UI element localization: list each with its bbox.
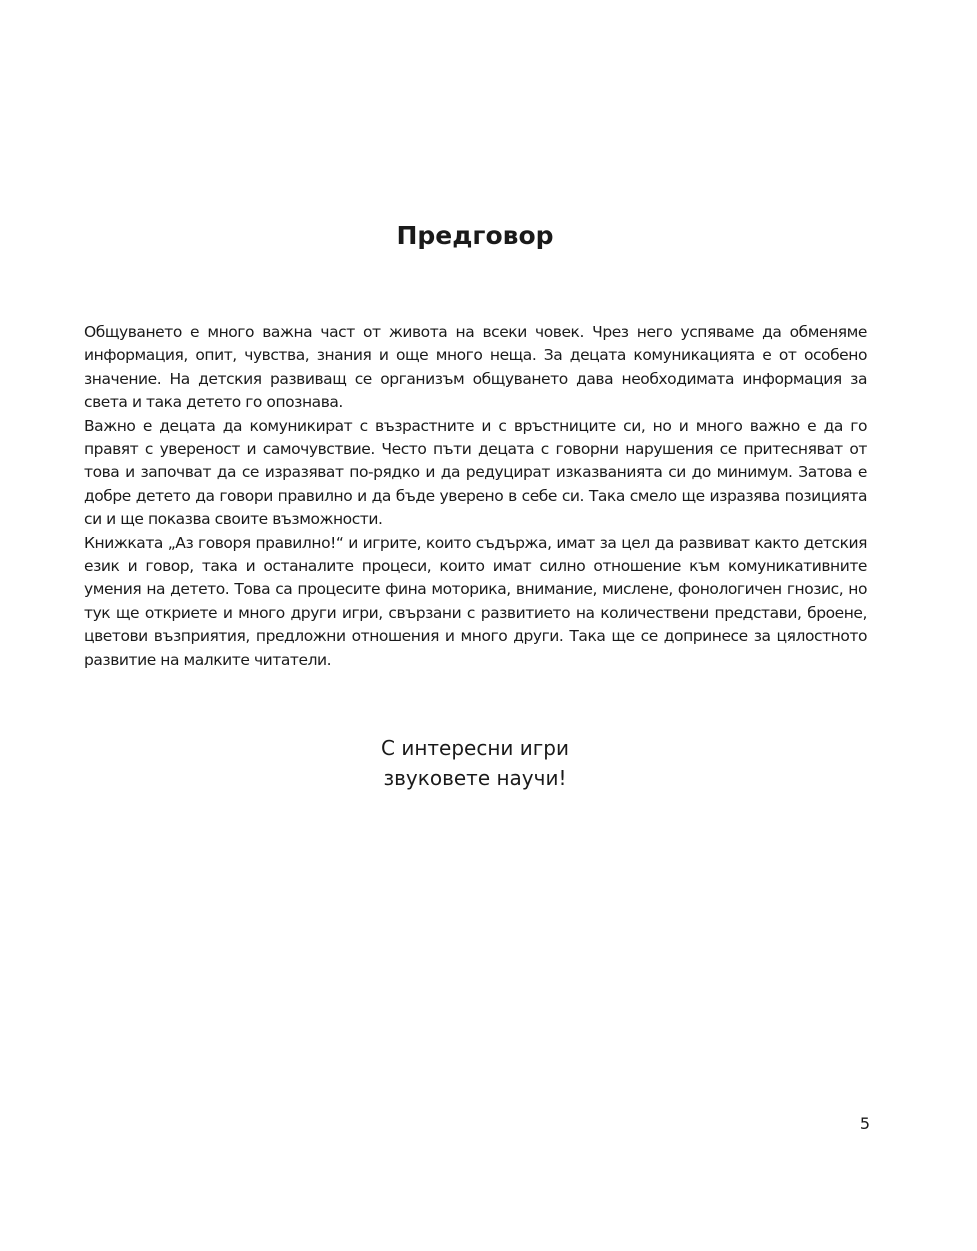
page-number: 5 (859, 1114, 870, 1133)
slogan-line-2: звуковете научи! (383, 766, 567, 790)
page-title: Предговор (396, 221, 554, 250)
preface-body (84, 321, 867, 672)
slogan (0, 733, 950, 793)
paragraph-book-purpose: Книжката „Аз говоря правилно!“ и игрите, които съдържа, имат за цел да развиват както детския език и говор, така и останалите процеси, които имат силно отношение към комуникативните умения на детето. Това са процесите фина моторика, внимание, мислене, фонологичен гнозис, но тук ще откриете и много други игри, свързани с развитието на количествени представи, броене, цветови възприятия, предложни отношения и много други. Така ще се допринесе за цялостното развитие на малките читатели. (84, 533, 867, 669)
paragraph-communication: Общуването е много важна част от живота на всеки човек. Чрез него успяваме да обменяме информация, опит, чувства, знания и още много неща. За децата комуникацията е от особено значение. На детския развиващ се организъм общуването дава необходимата информация за света и така детето го опознава. (84, 323, 867, 412)
slogan-line-1: С интересни игри (381, 736, 569, 760)
paragraph-confidence: Важно е децата да комуникират с възрастните и с връстниците си, но и много важно е да го правят с увереност и самочувствие. Често пъти децата с говорни нарушения се притесняват от това и започват да се изразяват по-рядко и да редуцират изказванията си до минимум. Затова е добре детето да говори правилно и да бъде уверено в себе си. Така смело ще изразява позицията си и ще показва своите възможности. (84, 416, 867, 529)
